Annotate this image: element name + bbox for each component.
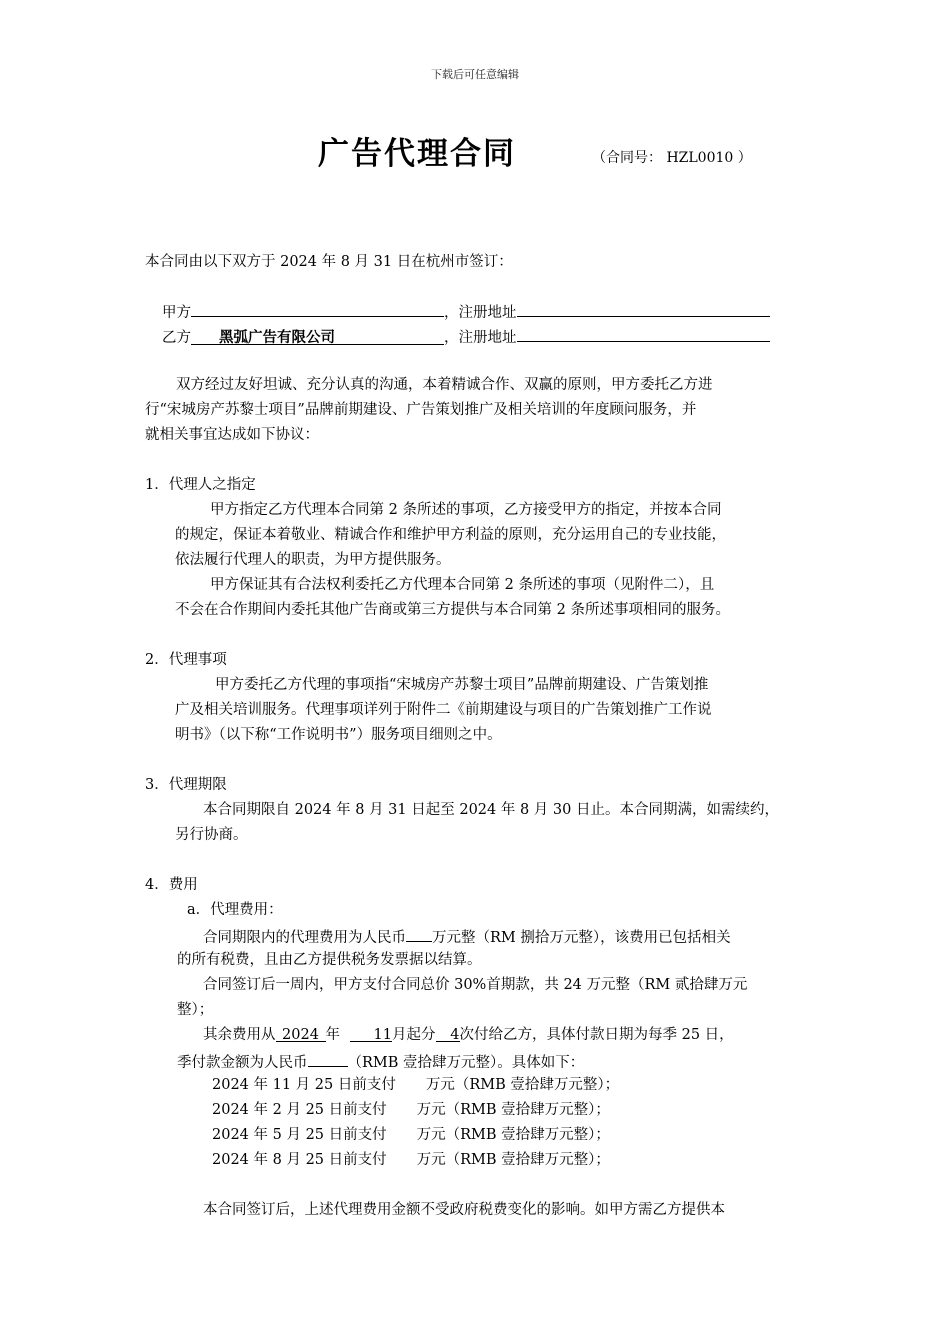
party-a-label: 甲方 (162, 305, 191, 321)
start-month-field: 11 (350, 1023, 392, 1042)
party-a-address-field (517, 298, 770, 317)
schedule-amount: 万元（RMB 壹拾肆万元整）； (416, 1152, 610, 1168)
remaining-text: 次付给乙方，具体付款日期为每季 25 日， (459, 1027, 734, 1043)
fee-text: 合同期限内的代理费用为人民币 (203, 930, 406, 946)
quarterly-text: 季付款金额为人民币 (177, 1055, 308, 1071)
section-1-heading: 1．代理人之指定 (145, 477, 256, 493)
section-3-heading: 3．代理期限 (145, 777, 227, 793)
fee-line: 的所有税费，且由乙方提供税务发票据以结算。 (177, 952, 482, 968)
party-a-row (162, 298, 770, 326)
remaining-text: 其余费用从 (203, 1027, 276, 1043)
contract-number: （合同号： HZL0010 ） (592, 150, 752, 166)
section-3-line: 本合同期限自 2024 年 8 月 31 日起至 2024 年 8 月 30 日止。本合同期满，如需续约， (203, 802, 779, 818)
schedule-date: 2024 年 2 月 25 日前支付 (212, 1102, 387, 1118)
quarterly-text: （RMB 壹拾肆万元整）。具体如下： (347, 1055, 585, 1071)
party-a-address-label: ，注册地址 (444, 305, 517, 321)
first-payment-line: 整）； (177, 1002, 214, 1018)
intro-text: 本合同由以下双方于 2024 年 8 月 31 日在杭州市签订： (145, 254, 513, 270)
closing-line: 本合同签订后，上述代理费用金额不受政府税费变化的影响。如甲方需乙方提供本 (203, 1202, 725, 1218)
party-b-name-field: 黑弧广告有限公司 (191, 326, 444, 345)
fee-line (203, 923, 731, 951)
schedule-row (212, 1098, 610, 1123)
start-year-field: 2024 (276, 1023, 326, 1042)
section-2-line: 甲方委托乙方代理的事项指“宋城房产苏黎士项目”品牌前期建设、广告策划推 (215, 677, 709, 693)
fee-text: 万元整（RM 捌拾万元整），该费用已包括相关 (432, 930, 731, 946)
page-title: 广告代理合同 (318, 136, 516, 172)
section-4-heading: 4．费用 (145, 877, 198, 893)
schedule-date: 2024 年 5 月 25 日前支付 (212, 1127, 387, 1143)
section-1-line: 依法履行代理人的职责，为甲方提供服务。 (175, 552, 451, 568)
schedule-amount: 万元（RMB 壹拾肆万元整）； (416, 1102, 610, 1118)
preamble-line: 就相关事宜达成如下协议： (145, 427, 319, 443)
party-a-name-field (191, 298, 444, 317)
installment-count-field: 4 (436, 1023, 460, 1042)
section-2-line: 明书》（以下称“工作说明书”）服务项目细则之中。 (175, 727, 502, 743)
quarterly-amount-blank (308, 1048, 348, 1067)
section-1-line: 甲方指定乙方代理本合同第 2 条所述的事项，乙方接受甲方的指定，并按本合同 (210, 502, 722, 518)
quarterly-amount-line (177, 1048, 584, 1076)
schedule-row (212, 1073, 619, 1098)
header-note: 下载后可任意编辑 (431, 68, 519, 81)
schedule-date: 2024 年 8 月 25 日前支付 (212, 1152, 387, 1168)
first-payment-line: 合同签订后一周内，甲方支付合同总价 30%首期款，共 24 万元整（RM 贰拾肆万元 (203, 977, 748, 993)
fee-amount-blank (406, 923, 432, 942)
remaining-payment-line (203, 1023, 734, 1048)
preamble-line: 双方经过友好坦诚、充分认真的沟通，本着精诚合作、双赢的原则，甲方委托乙方进 (176, 377, 713, 393)
schedule-amount: 万元（RMB 壹拾肆万元整）； (425, 1077, 620, 1093)
party-b-address-label: ，注册地址 (444, 330, 517, 346)
party-b-address-field (517, 323, 770, 342)
party-b-row (162, 323, 770, 351)
section-1-line: 的规定，保证本着敬业、精诚合作和维护甲方利益的原则，充分运用自己的专业技能， (175, 527, 726, 543)
schedule-row (212, 1123, 610, 1148)
section-1-line: 甲方保证其有合法权利委托乙方代理本合同第 2 条所述的事项（见附件二），且 (210, 577, 715, 593)
section-4-sub-a: a．代理费用： (187, 902, 283, 918)
section-2-heading: 2．代理事项 (145, 652, 227, 668)
section-3-line: 另行协商。 (175, 827, 248, 843)
section-2-line: 广及相关培训服务。代理事项详列于附件二《前期建设与项目的广告策划推广工作说 (175, 702, 712, 718)
party-b-label: 乙方 (162, 330, 191, 346)
schedule-row (212, 1148, 610, 1173)
remaining-text: 年 (325, 1027, 340, 1043)
remaining-text: 月起分 (392, 1027, 436, 1043)
preamble-line: 行“宋城房产苏黎士项目”品牌前期建设、广告策划推广及相关培训的年度顾问服务，并 (145, 402, 697, 418)
schedule-date: 2024 年 11 月 25 日前支付 (212, 1077, 396, 1093)
schedule-amount: 万元（RMB 壹拾肆万元整）； (416, 1127, 610, 1143)
section-1-line: 不会在合作期间内委托其他广告商或第三方提供与本合同第 2 条所述事项相同的服务。 (175, 602, 730, 618)
